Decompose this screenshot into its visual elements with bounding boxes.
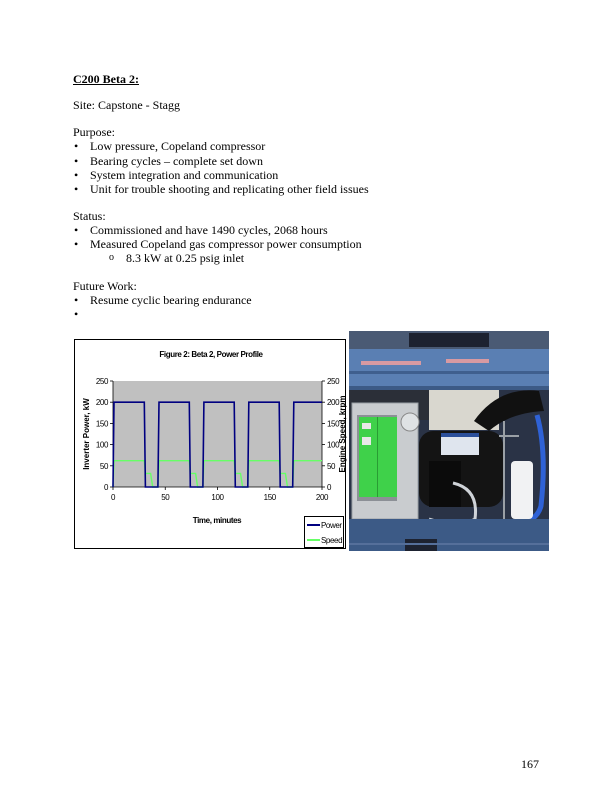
future-work-label: Future Work: (73, 279, 137, 293)
bullet-icon: • (74, 154, 79, 168)
legend-item-power (307, 519, 342, 531)
y2-axis-label: Engine Speed, krpm (338, 395, 347, 473)
bullet-icon: • (74, 307, 79, 321)
y-axis-label: Inverter Power, kW (82, 398, 91, 470)
svg-text:250: 250 (327, 377, 340, 386)
x-axis-ticks (111, 493, 329, 502)
chart-title: Figure 2: Beta 2, Power Profile (159, 350, 263, 359)
legend-label: Power (321, 520, 342, 530)
svg-text:100: 100 (327, 440, 340, 450)
bullet-icon: • (74, 168, 79, 182)
svg-text:250: 250 (95, 377, 108, 386)
bullet-icon: • (74, 223, 79, 237)
svg-text:100: 100 (211, 493, 224, 502)
status-label: Status: (73, 209, 106, 223)
power-swatch-icon (307, 524, 320, 526)
sub-list-item: 8.3 kW at 0.25 psig inlet (126, 251, 245, 265)
svg-text:200: 200 (315, 493, 329, 502)
list-item: Commissioned and have 1490 cycles, 2068 hours (90, 223, 328, 237)
svg-text:0: 0 (110, 493, 116, 502)
svg-text:200: 200 (95, 398, 108, 408)
svg-text:50: 50 (99, 461, 108, 471)
svg-text:150: 150 (263, 493, 276, 502)
power-profile-chart (74, 339, 346, 549)
svg-text:150: 150 (95, 419, 108, 429)
bullet-icon: • (74, 139, 79, 153)
svg-text:50: 50 (327, 461, 336, 471)
equipment-photo (349, 331, 549, 551)
section-heading: C200 Beta 2: (73, 72, 139, 86)
bullet-icon: • (74, 293, 79, 307)
chart-legend (304, 516, 344, 548)
svg-text:50: 50 (161, 493, 170, 502)
svg-text:150: 150 (327, 419, 340, 429)
purpose-label: Purpose: (73, 125, 115, 139)
list-item: Measured Copeland gas compressor power consumption (90, 237, 362, 251)
svg-text:0: 0 (103, 483, 108, 492)
list-item: Low pressure, Copeland compressor (90, 139, 266, 153)
svg-text:200: 200 (327, 398, 340, 408)
page-number: 167 (521, 757, 539, 771)
speed-swatch-icon (307, 539, 320, 541)
sub-bullet-icon: o (109, 252, 114, 263)
bullet-icon: • (74, 182, 79, 196)
bullet-icon: • (74, 237, 79, 251)
photo-illustration (349, 331, 549, 551)
list-item: System integration and communication (90, 168, 279, 182)
legend-label: Speed (321, 535, 343, 545)
svg-text:100: 100 (95, 440, 108, 450)
legend-item-speed (307, 534, 342, 546)
list-item: Resume cyclic bearing endurance (90, 293, 252, 307)
x-axis-label: Time, minutes (192, 516, 242, 525)
site-line: Site: Capstone - Stagg (73, 98, 180, 112)
svg-text:0: 0 (327, 483, 332, 492)
list-item: Bearing cycles – complete set down (90, 154, 263, 168)
list-item: Unit for trouble shooting and replicating other field issues (90, 182, 369, 196)
y-axis-ticks (96, 377, 109, 492)
